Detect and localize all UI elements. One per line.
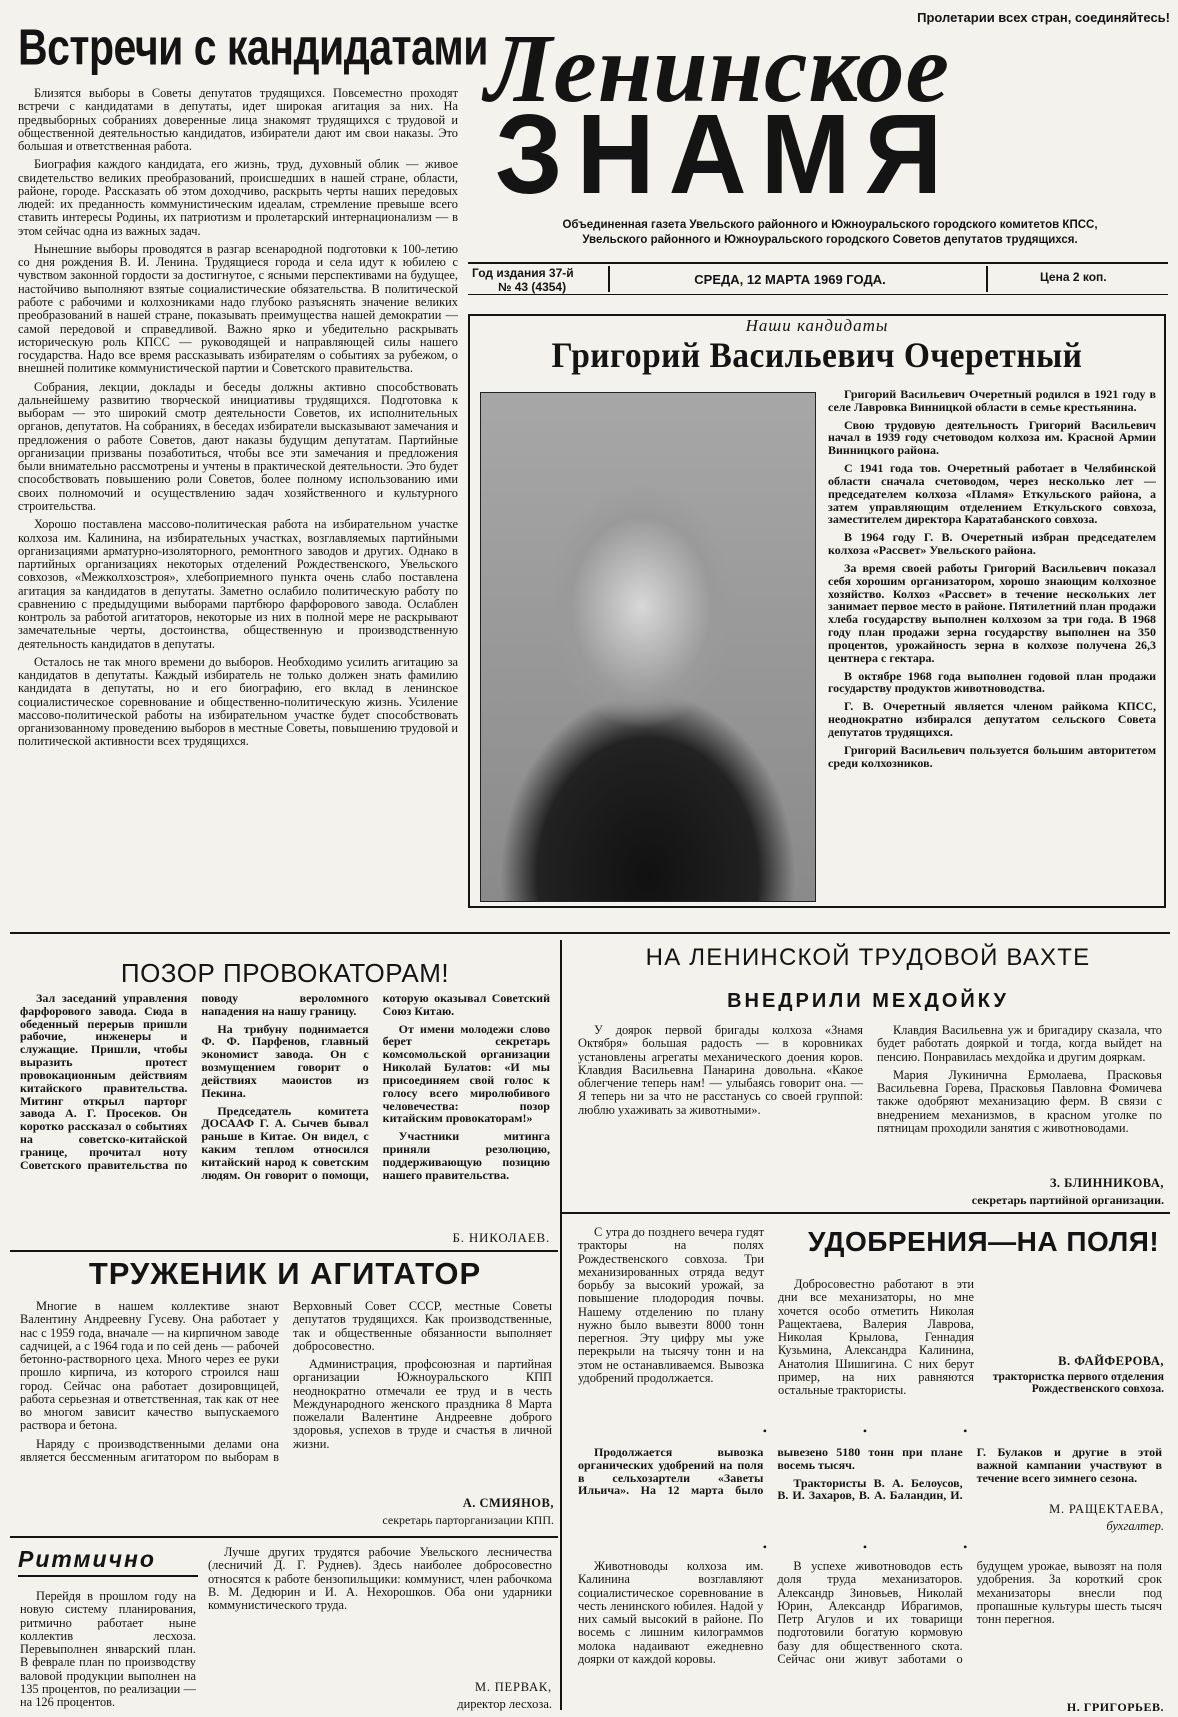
slogan: Пролетарии всех стран, соединяйтесь! (917, 10, 1170, 25)
provocateurs-paragraph: Председатель комитета ДОСААФ Г. А. Сычев бывал раньше в Китае. Он видел, с каким теплом относился китайский народ к советским людям. Он говорит о помощи, которую оказывал Советский Союз Китаю. (201, 992, 550, 1182)
fertilizer-signature-2-role: бухгалтер. (1106, 1519, 1164, 1533)
worker-signature-role: секретарь парторганизации КПП. (382, 1513, 554, 1527)
fertilizer-sig2-block (984, 1500, 1164, 1534)
watch-title: ВНЕДРИЛИ МЕХДОЙКУ (727, 990, 1009, 1012)
candidate-kicker: Наши кандидаты (745, 316, 889, 335)
candidate-paragraph: Г. В. Очеретный является членом райкома КПСС, неоднократно избирался депутатом сельского Совета депутатов трудящихся. (828, 699, 1156, 739)
watch-rubric: НА ЛЕНИНСКОЙ ТРУДОВОЙ ВАХТЕ (645, 944, 1091, 971)
watch-paragraph: Мария Лукинична Ермолаева, Прасковья Васильевна Горева, Прасковья Павловна Фомичева также одобряют механизацию ферм. В связи с внедрением механизмов, в красном уголке по пятницам проходили занятия с животноводами. (877, 1067, 1162, 1135)
fertilizer-divider-2: • • • (762, 1540, 974, 1554)
rhythm-paragraph: Лучше других трудятся рабочие Увельского лесничества (лесничий Д. Г. Руднев). Здесь наиболее добросовестно относятся к работе бензопильщики: коммунист, член рабочкома В. М. Дедюрин и И. А. Нехорошков. Оба они ударники коммунистического труда. (208, 1546, 552, 1613)
provocateurs-title: ПОЗОР ПРОВОКАТОРАМ! (120, 958, 450, 988)
editorial-paragraph: Биография каждого кандидата, его жизнь, труд, духовный облик — живое свидетельство великих преобразований, происшедших в нашей стране, области, районе, городе. Рассказать об этом доходчиво, раскрыть черты наших передовых людей: их преданность коммунистическим идеалам, стремление превыше всего ставить интересы Родины, их патриотизм и пролетарский интернационализм — в этом сейчас одна из важных задач. (18, 157, 458, 238)
candidate-paragraph: В октябре 1968 года выполнен годовой план продажи государству продуктов животноводства. (828, 668, 1156, 696)
masthead-subtitle: Объединенная газета Увельского районного и Южноуральского городского комитетов КПСС, Увельского районного и Южноуральского городского Советов депутатов трудящихся. (562, 219, 1098, 246)
masthead-line2: ЗНАМЯ (495, 89, 957, 217)
rhythm-signature: М. ПЕРВАК, (474, 1680, 552, 1694)
masthead-line1: Ленинское (485, 15, 950, 123)
candidate-name: Григорий Васильевич Очеретный (551, 335, 1083, 375)
worker-title: ТРУЖЕНИК И АГИТАТОР (88, 1256, 482, 1291)
editorial-body (18, 87, 458, 925)
provocateurs-paragraph: От имени молодежи слово берет секретарь комсомольской организации Николай Булатов: «И мы присоединяем свой голос к голосу всего миролюбивого человечества: позор китайским провокаторам!» (382, 1021, 550, 1126)
editorial-paragraph: Собрания, лекции, доклады и беседы должны активно способствовать дальнейшему развитию творческой инициативы трудящихся. Подготовка к выборам — это широкий смотр деятельности Советов, их исполнительных органов, депутатов. На собраниях, в беседах избиратели высказывают замечания и предложения о работе Советов, дают наказы будущим депутатам. Партийные организации призваны позаботиться, чтобы все эти замечания и предложения были внимательно рассмотрены и учтены в практической деятельности. Это будет способствовать повышению роли Советов, более полному использованию ими своих полномочий и осуществлению задач хозяйственного и культурного строительства. (18, 379, 458, 513)
fertilizer-paragraph: Трактористы В. А. Белоусов, В. И. Захаров, В. А. Баландин, И. Г. Булаков и другие в этой важной кампании участвуют в течение всего зимнего сезона. (777, 1446, 1162, 1503)
fertilizer-signature-3: Н. ГРИГОРЬЕВ. (1066, 1700, 1164, 1714)
candidate-body (828, 388, 1156, 903)
watch-signature: З. БЛИННИКОВА, (1049, 1176, 1164, 1190)
editorial-paragraph: Нынешние выборы проводятся в разгар всенародной подготовки к 100-летию со дня рождения В. И. Ленина. Трудящиеся города и села идут к юбилею с чувством законной гордости за достигнутое, с ясными перспективами на будущее, настойчиво выполняют взятые социалистические обязательства. В политической работе с рабочими и колхозниками надо глубоко разъяснять значение великих преобразований в нашей стране, показывать преимущества нашей демократии — самой передовой и справедливой. Важно ярко и убедительно раскрывать историческую роль КПСС — руководящей и направляющей силы нашего государства. Надо все время рассказывать избирателям о событиях за рубежом, о внешней политике коммунистической партии и Советского правительства. (18, 241, 458, 376)
rhythm-paragraph: Перейдя в прошлом году на новую систему планирования, ритмично работает ныне коллектив лесхоза. Перевыполнен январский план. В феврале план по производству валовой продукции выполнен на 135 процентов, по реализации — на 126 процентов. (20, 1590, 196, 1710)
provocateurs-paragraph: На трибуну поднимается Ф. Ф. Парфенов, главный экономист завода. Он с возмущением говорит о действиях маоистов из Пекина. (201, 1021, 369, 1100)
issue-date: СРЕДА, 12 МАРТА 1969 ГОДА. (694, 272, 886, 287)
candidate-photo (480, 392, 816, 902)
issue-price: Цена 2 коп. (1040, 270, 1107, 284)
fertilizer-paragraph: Добросовестно работают в эти дни все механизаторы, но мне хочется особо отметить Николая Ращектаева, Валерия Лаврова, Николая Крылова, Геннадия Кузьмина, Александра Калинина, Анатолия Шишигина. С них берут пример, на них равняются остальные трактористы. (778, 1278, 974, 1398)
fertilizer-paragraph: Продолжается вывозка органических удобрений на поля в сельхозартели «Заветы Ильича». На 12 марта было вывезено 5180 тонн при плане восемь тысяч. (578, 1446, 963, 1498)
rhythm-intro (20, 1590, 196, 1710)
issue-year: Год издания 37-й № 43 (4354) (472, 266, 574, 295)
fertilizer-title: УДОБРЕНИЯ—НА ПОЛЯ! (808, 1226, 1160, 1257)
fertilizer-paragraph: Животноводы колхоза им. Калинина возглавляют социалистическое соревнование в честь ленинского юбилея. Надой у них самый высокий в районе. По восемь с лишним килограммов молока надаивают ежедневно доярки от каждой коровы. (578, 1560, 764, 1666)
fertilizer-divider-1: • • • (762, 1424, 974, 1438)
fertilizer-body-3 (578, 1560, 1162, 1700)
fertilizer-signature-2: М. РАЩЕКТАЕВА, (1049, 1502, 1164, 1516)
rhythm-title: Ритмично (18, 1546, 198, 1577)
fertilizer-col2 (778, 1278, 974, 1420)
rhythm-signature-role: директор лесхоза. (457, 1697, 552, 1711)
fertilizer-signature-1: В. ФАЙФЕРОВА, (1058, 1354, 1164, 1368)
worker-signature: А. СМИЯНОВ, (462, 1496, 554, 1510)
candidate-paragraph: За время своей работы Григорий Васильевич показал себя хорошим организатором, хорошо знающим колхозное хозяйство. Колхоз «Рассвет» в течение нескольких лет занимает первое место в районе. Пятилетний план продажи хлеба государству выполнен колхозом за три года. В 1968 году план продажи зерна государству выполнен на 350 процентов, урожайность зерна в колхозе получена 26,3 центнера с гектара. (828, 560, 1156, 665)
watch-signature-block (880, 1174, 1164, 1208)
provocateurs-paragraph: Зал заседаний управления фарфорового завода. Сюда в обеденный перерыв пришли рабочие, инженеры и служащие. Пришли, чтобы выразить протест провокационным действиям китайского правительства. Митинг открыл парторг завода А. Г. Просеков. Он коротко рассказал о событиях на советско-китайской границе, прочитал ноту Советского правительства по поводу вероломного нападения на нашу границу. (20, 992, 369, 1172)
worker-signature-block (300, 1494, 554, 1528)
editorial-paragraph: Хорошо поставлена массово-политическая работа на избирательном участке колхоза им. Калинина, на избирательных участках, возглавляемых партийными организациями арматурно-изоляторного, ремонтного заводов и других. Однако в партийных организациях некоторых отделений Рождественского, Увельского совхозов, «Межколхозстроя», хлебоприемного пункта очень слабо поставлена агитация за кандидатов в депутаты. Заметно ослабило политическую работу по сравнению с предыдущими выборами партбюро фарфорового завода. Ослаблен контроль за работой агитаторов, некоторые из них в полной мере не раскрывают замечательные черты, достоинства, общественную и производственную деятельность кандидатов в депутаты. (18, 517, 458, 651)
fertilizer-sig1-block (984, 1352, 1164, 1395)
provocateurs-body (20, 992, 550, 1228)
editorial-title: Встречи с кандидатами (18, 18, 488, 76)
watch-signature-role: секретарь партийной организации. (971, 1193, 1164, 1207)
fertilizer-signature-1-role: трактористка первого отделения Рождественского совхоза. (992, 1371, 1164, 1395)
worker-paragraph: Администрация, профсоюзная и партийная организации Южноуральского КПП неоднократно отмечали ее труд и в честь Международного женского праздника 8 Марта пожелали Валентине Андреевне доброго здоровья, успехов в труде и счастья в личной жизни. (293, 1357, 552, 1451)
candidate-paragraph: Свою трудовую деятельность Григорий Васильевич начал в 1939 году счетоводом колхоза им. Красной Армии Винницкого района. (828, 417, 1156, 458)
candidate-paragraph: Григорий Васильевич пользуется большим авторитетом среди колхозников. (828, 742, 1156, 770)
editorial-paragraph: Осталось не так много времени до выборов. Необходимо усилить агитацию за кандидатов в депутаты. Каждый избиратель не только должен знать фамилию кандидата в депутаты, но и его биографию, его вклад в ленинское социалистическое соревнование и общественно-политическую жизнь. Усиление массово-политической работы на избирательном участке будет способствовать организованному проведению выборов в местные Советы, повышению трудовой и политической активности всех трудящихся. (18, 654, 458, 749)
fertilizer-col1 (578, 1226, 764, 1416)
rhythm-signature-block (380, 1678, 552, 1712)
provocateurs-signature: Б. НИКОЛАЕВ. (452, 1230, 550, 1245)
worker-paragraph: Многие в нашем коллективе знают Валентину Андреевну Гусеву. Она работает у нас с 1959 года, вначале — на кирпичном заводе садчицей, а с 1964 года и по сей день — рабочей бетонно-растворного цеха. Много через ее руки прошло кирпича, из которого строился наш город. Сейчас она работает дозировщицей, работа серьезная и ответственная, так как от нее во многом зависит качество выпускаемого раствора и бетона. (20, 1300, 279, 1433)
fertilizer-paragraph: С утра до позднего вечера гудят тракторы на полях Рождественского совхоза. Три механизированных отряда ведут борьбу за высокий урожай, за повышение плодородия почвы. Нашему отделению по плану нужно было вывезти 8000 тонн перегноя. Эту цифру мы уже перекрыли на тысячу тонн и на этом не останавливаемся. Вывозка удобрений продолжается. (578, 1226, 764, 1385)
rhythm-body (208, 1546, 552, 1676)
candidate-paragraph: В 1964 году Г. В. Очеретный избран председателем колхоза «Рассвет» Увельского района. (828, 530, 1156, 558)
candidate-paragraph: С 1941 года тов. Очеретный работает в Челябинской области сначала счетоводом, через несколько лет — председателем колхоза «Пламя» Еткульского района, а затем управляющим отделением Еткульского совхоза, заместителем директора Каратабанского совхоза. (828, 461, 1156, 527)
provocateurs-paragraph: Участники митинга приняли резолюцию, поддерживающую позицию нашего правительства. (382, 1129, 550, 1182)
watch-paragraph: Клавдия Васильевна уж и бригадиру сказала, что будет работать дояркой и тогда, когда выйдет на пенсию. Понравилась мехдойка и другим дояркам. (877, 1024, 1162, 1064)
fertilizer-paragraph: В успехе животноводов есть доля труда механизаторов. Александр Зиновьев, Николай Юрин, Александр Ибрагимов, Петр Агулов и их товарищи подготовили богатую кормовую базу для общественного скота. Сейчас они живут заботами о будущем урожае, вывозят на поля удобрения. За короткий срок механизаторы внесли под пропашные культуры шесть тысяч тонн перегноя. (777, 1560, 1162, 1666)
worker-body (20, 1300, 552, 1514)
worker-paragraph: Наряду с производственными делами она является бессменным агитатором по выборам в Верховный Совет СССР, местные Советы депутатов трудящихся. Как производственные, так и общественные обязанности выполняет добросовестно. (20, 1300, 552, 1464)
watch-body (578, 1024, 1162, 1172)
editorial-paragraph: Близятся выборы в Советы депутатов трудящихся. Повсеместно проходят встречи с кандидатами в депутаты, идет широкая агитация за них. На предвыборных собраниях доверенные лица знакомят трудящихся с трудовой и общественной деятельностью кандидатов, избиратели дают им свои наказы. Это большая и ответственная работа. (18, 87, 458, 154)
watch-paragraph: У доярок первой бригады колхоза «Знамя Октября» большая радость — в коровниках установлены агрегаты механического доения коров. Клавдия Васильевна Панарина довольна. «Какое облегчение теперь нам! — улыбаясь говорит она. — Я теперь ни за что не расстанусь со своей группой: люблю ухаживать за животными». (578, 1024, 863, 1117)
candidate-paragraph: Григорий Васильевич Очеретный родился в 1921 году в селе Лавровка Винницкой области в семье крестьянина. (828, 388, 1156, 414)
